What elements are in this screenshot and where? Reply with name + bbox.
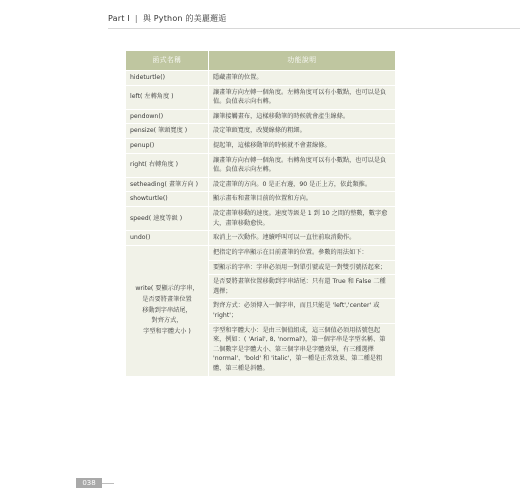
function-description-cell: 設定畫筆移動的速度。速度等級是 1 到 10 之間的整數，數字愈大，畫筆移動愈快。 (209, 207, 396, 231)
function-description-cell: 讓畫筆方向左轉一個角度。左轉角度可以有小數點，也可以是負值。負值表示向右轉。 (209, 85, 396, 109)
function-description-cell: 讓畫筆方向右轉一個角度。右轉角度可以有小數點，也可以是負值。負值表示向左轉。 (209, 153, 396, 177)
table-row (126, 139, 396, 154)
write-name-line: 對齊方式， (151, 317, 183, 325)
function-description-cell: 讓筆接觸畫布，這樣移動筆的時候就會產生線條。 (209, 109, 396, 124)
function-name-cell: pendown() (126, 109, 209, 124)
running-header (108, 13, 226, 24)
table-row (126, 85, 396, 109)
chapter-title: 與 Python 的美麗邂逅 (142, 14, 227, 23)
column-header-function-name: 函式名稱 (126, 51, 209, 71)
function-name-cell: undo() (126, 231, 209, 246)
function-name-cell: penup() (126, 139, 209, 154)
function-name-cell: speed( 速度等級 ) (126, 207, 209, 231)
write-desc-line: 是否要將畫筆位置移動到字串結尾：只有還 True 和 False 二種選擇； (209, 274, 395, 296)
function-name-cell: pensize( 筆頭寬度 ) (126, 124, 209, 139)
write-desc-line: 字型和字體大小：是由三個值組成，這三個值必須用括號包起來，例如：( 'Arial', 8, 'normal')，第一個字串是字型名稱、第二個數字是字體大小、第三個字串是字體效果，有三種選擇 'normal'、'bold' 和 'italic'，第一種是正常效果、第二種是粗體、第三種是斜體。 (209, 323, 395, 374)
write-desc-line: 把指定的字串顯示在目前畫筆的位置。參數的用法如下： (213, 248, 368, 256)
page-number: 038 (76, 478, 102, 488)
function-description-cell: 設定筆頭寬度，改變線條的粗細。 (209, 124, 396, 139)
column-header-description: 功能說明 (209, 51, 396, 71)
function-name-cell: hideturtle() (126, 71, 209, 86)
write-name-line: 是否要將畫筆位置 (142, 295, 192, 303)
table-row (126, 231, 396, 246)
header-rule (108, 28, 520, 29)
function-description-cell: 顯示畫布和畫筆目前的位置和方向。 (209, 192, 396, 207)
table-row (126, 124, 396, 139)
table-row (126, 109, 396, 124)
table-row (126, 71, 396, 86)
write-name-line: 移動到字串結尾， (142, 306, 192, 314)
write-name-line: write( 要顯示的字串， (135, 285, 199, 293)
function-name-cell: left( 左轉角度 ) (126, 85, 209, 109)
function-name-cell: setheading( 畫筆方向 ) (126, 177, 209, 192)
table-row (126, 153, 396, 177)
function-description-cell: 設定畫筆的方向。0 是正右邊，90 是正上方，依此類推。 (209, 177, 396, 192)
function-description-cell: 隱藏畫筆的位置。 (209, 71, 396, 86)
table-row-write (126, 245, 396, 376)
function-name-cell-write (126, 245, 209, 376)
table-header-row (126, 51, 396, 71)
function-description-cell: 取消上一次動作。連續呼叫可以一直往前取消動作。 (209, 231, 396, 246)
write-name-block (130, 284, 204, 337)
function-description-cell-write (209, 245, 396, 376)
table-row (126, 177, 396, 192)
footer-rule (102, 483, 114, 484)
function-table (125, 50, 396, 377)
header-separator: | (134, 14, 138, 23)
write-name-line: 字型和字體大小 ) (143, 327, 191, 335)
table-row (126, 192, 396, 207)
table-row (126, 207, 396, 231)
part-label: Part Ⅰ (108, 14, 130, 23)
write-desc-line: 要顯示的字串：字串必須用一對單引號或是一對雙引號括起來； (209, 260, 395, 273)
function-name-cell: showturtle() (126, 192, 209, 207)
function-description-cell: 提起筆，這樣移動筆的時候就不會畫線條。 (209, 139, 396, 154)
function-name-cell: right( 右轉角度 ) (126, 153, 209, 177)
write-desc-line: 對齊方式：必須傳入一個字串，而且只能是 'left','center' 或 'right'； (209, 298, 395, 320)
